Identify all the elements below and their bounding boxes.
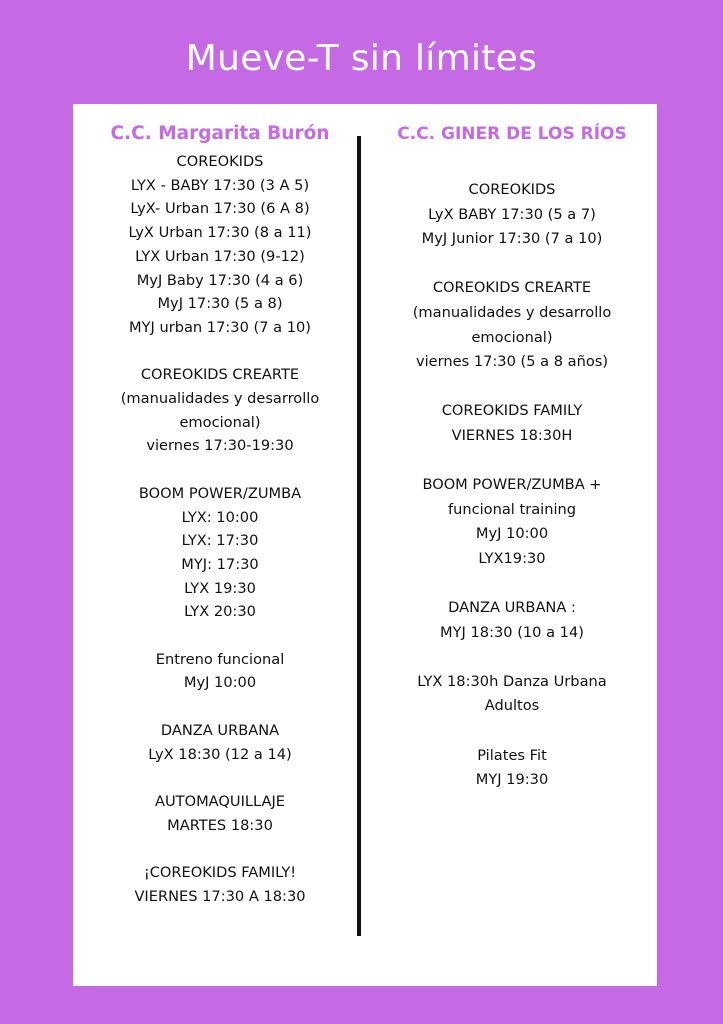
block-spacer [369,719,655,744]
activity-name: ¡COREOKIDS FAMILY! [143,864,297,881]
activity-name: COREOKIDS CREARTE [432,279,592,297]
schedule-block [369,473,655,571]
center-name-left: C.C. Margarita Burón [110,123,330,144]
schedule-line: MYJ 18:30 (10 a 14) [440,623,584,641]
schedule-block [369,744,655,793]
block-spacer [75,766,365,790]
activity-name: Entreno funcional [155,650,285,668]
block-spacer [369,252,655,277]
left-schedule [75,150,365,908]
schedule-line: VIERNES 18:30H [451,426,573,444]
schedule-line: MARTES 18:30 [167,816,273,834]
schedule-line: LyX 18:30 (12 a 14) [148,745,292,763]
block-spacer [75,695,365,719]
schedule-line: MYJ urban 17:30 (7 a 10) [129,318,311,336]
activity-name: COREOKIDS [468,181,556,198]
activity-name: LYX 18:30h Danza Urbana [417,672,607,690]
schedule-line: LYX: 10:00 [181,508,259,526]
schedule-block [75,719,365,766]
schedule-line: viernes 17:30 (5 a 8 años) [415,353,609,371]
block-spacer [369,375,655,400]
schedule-line: LyX BABY 17:30 (5 a 7) [428,205,596,223]
schedule-block [369,178,655,252]
activity-name: BOOM POWER/ZUMBA [138,484,302,502]
schedule-line: MyJ Baby 17:30 (4 a 6) [136,271,304,289]
schedule-line: LYX: 17:30 [181,532,259,550]
schedule-line: MYJ 19:30 [475,771,549,789]
schedule-line: MyJ Junior 17:30 (7 a 10) [421,230,603,248]
schedule-line: MYJ: 17:30 [181,555,259,573]
right-schedule [369,178,655,793]
block-spacer [75,340,365,364]
schedule-block [369,276,655,374]
schedule-line: LYX 19:30 [184,579,256,597]
schedule-block [75,363,365,458]
schedule-line: LYX Urban 17:30 (9-12) [135,247,305,265]
schedule-line: LYX19:30 [478,549,546,567]
block-spacer [75,624,365,648]
block-spacer [369,572,655,597]
schedule-line: VIERNES 17:30 A 18:30 [134,887,306,905]
schedule-line: Adultos [484,697,540,715]
block-spacer [369,645,655,670]
left-column [75,118,365,908]
page-title: Mueve-T sin límites [185,38,538,79]
schedule-block [75,648,365,695]
schedule-line: LYX - BABY 17:30 (3 A 5) [130,176,310,194]
schedule-block [369,399,655,448]
activity-name: DANZA URBANA : [448,599,576,617]
schedule-line: emocional) [471,328,553,346]
schedule-block [369,596,655,645]
schedule-line: emocional) [179,413,261,431]
block-spacer [75,458,365,482]
block-spacer [369,449,655,474]
activity-name: COREOKIDS FAMILY [441,402,583,420]
schedule-card [73,104,657,986]
schedule-line: MyJ 10:00 [183,674,257,692]
center-name-right: C.C. GINER DE LOS RÍOS [397,124,627,144]
schedule-line: LyX Urban 17:30 (8 a 11) [128,224,312,242]
activity-name: COREOKIDS CREARTE [140,366,300,384]
schedule-line: (manualidades y desarrollo [120,390,320,408]
schedule-block [75,790,365,837]
schedule-block [369,670,655,719]
activity-name: Pilates Fit [477,746,547,764]
schedule-line: MyJ 10:00 [475,525,549,543]
schedule-line: LyX- Urban 17:30 (6 A 8) [130,200,310,218]
column-divider [357,136,361,936]
schedule-block [75,861,365,908]
schedule-block [75,150,365,340]
right-column [369,118,655,793]
schedule-line: funcional training [447,500,577,518]
schedule-line: viernes 17:30-19:30 [146,437,294,455]
schedule-line: MyJ 17:30 (5 a 8) [157,295,283,313]
schedule-line: LYX 20:30 [184,603,256,621]
activity-name: DANZA URBANA [160,721,280,739]
block-spacer [75,837,365,861]
activity-name: COREOKIDS [176,153,264,170]
schedule-block [75,482,365,624]
activity-name: BOOM POWER/ZUMBA + [422,476,602,494]
schedule-line: (manualidades y desarrollo [412,303,612,321]
activity-name: AUTOMAQUILLAJE [155,792,285,810]
